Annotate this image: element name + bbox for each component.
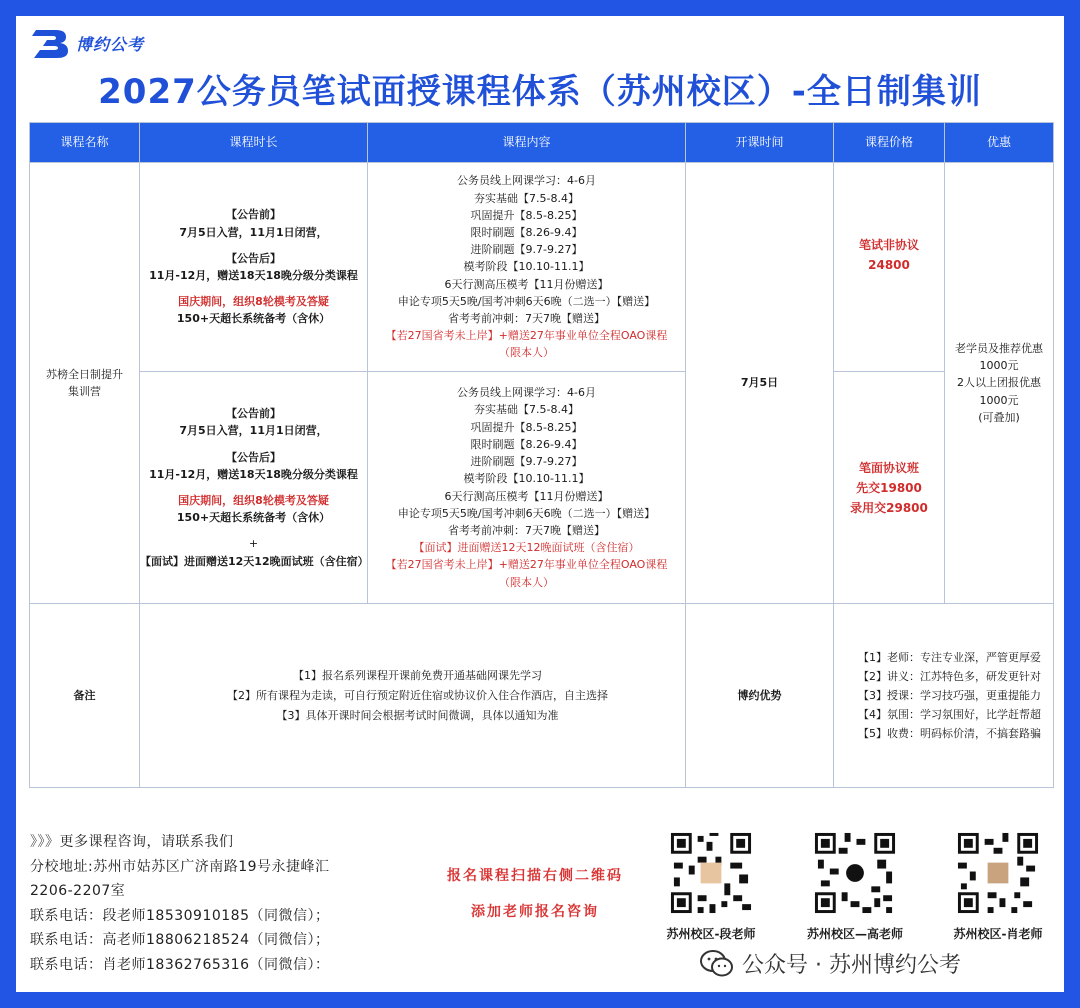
- duration-text: 11月-12月，赠送18天18晚分级分类课程: [149, 467, 358, 481]
- b-logo-icon: [32, 26, 70, 60]
- content-cell: [368, 163, 686, 372]
- content-line: 模考阶段【10.10-11.1】: [463, 472, 590, 486]
- interview-note: 【面试】进面赠送12天12晚面试班（含住宿）: [140, 554, 369, 568]
- address-line: 2206-2207室: [30, 883, 126, 899]
- price-cell: [834, 372, 945, 604]
- qr-code-icon[interactable]: [668, 830, 754, 916]
- discount-line: 2人以上团报优惠: [957, 376, 1041, 390]
- content-line: 申论专项5天5晚/国考冲刺6天6晚（二选一）【赠送】: [397, 506, 656, 520]
- duration-text: 7月5日入营，11月1日闭营，: [179, 225, 328, 239]
- watermark: [700, 948, 961, 979]
- content-line: 公务员线上网课学习：4-6月: [457, 174, 596, 188]
- contact-info: [30, 830, 330, 977]
- content-line: 夯实基础【7.5-8.4】: [474, 403, 579, 417]
- qr-code-icon[interactable]: [812, 830, 898, 916]
- page-title: 2027公务员笔试面授课程体系（苏州校区）-全日制集训: [98, 72, 982, 112]
- duration-total: 150+天超长系统备考（含休）: [176, 312, 331, 326]
- column-header: 课程名称: [30, 123, 140, 163]
- content-line: 公务员线上网课学习：4-6月: [457, 386, 596, 400]
- plus-sign: +: [248, 537, 259, 551]
- column-header: 课程价格: [834, 123, 945, 163]
- price-value: 录用交29800: [850, 500, 928, 515]
- price-value: 24800: [868, 258, 910, 272]
- table-row: [30, 163, 1054, 372]
- advantage-item: 【3】授课：学习技巧强，更重提能力: [858, 689, 1041, 702]
- content-line: 夯实基础【7.5-8.4】: [474, 191, 579, 205]
- qr-caption: 苏州校区-段老师: [666, 927, 756, 941]
- column-header: 课程内容: [368, 123, 686, 163]
- notes-row: [30, 604, 1054, 788]
- content-line: 6天行测高压模考【11月份赠送】: [444, 277, 609, 291]
- wechat-icon: [700, 950, 734, 978]
- course-name: 苏榜全日制提升集训营: [46, 367, 123, 398]
- course-name-cell: [30, 163, 140, 604]
- column-header: 课程时长: [140, 123, 368, 163]
- duration-cell: [140, 163, 368, 372]
- content-line: 限时刷题【8.26-9.4】: [470, 437, 583, 451]
- content-line-red: 【若27国省考未上岸】+赠送27年事业单位全程OAO课程: [385, 329, 668, 343]
- advantage-label: 博约优势: [737, 688, 782, 702]
- note-item: 【1】报名系列课程开课前免费开通基础网课先学习: [293, 668, 542, 682]
- duration-text: 7月5日入营，11月1日闭营，: [179, 424, 328, 438]
- table-header-row: [30, 123, 1054, 163]
- discount-line: 1000元: [979, 393, 1019, 407]
- duration-label: 【公告前】: [226, 208, 281, 222]
- advantage-item: 【5】收费：明码标价清，不搞套路骗: [858, 727, 1041, 740]
- advantage-item: 【4】氛围：学习氛围好，比学赶帮超: [858, 708, 1041, 721]
- advantage-item: 【1】老师：专注专业深，严管更厚爱: [858, 651, 1041, 664]
- advantage-label-cell: [686, 604, 834, 788]
- price-label: 笔试非协议: [858, 238, 919, 252]
- advantage-item: 【2】讲义：江苏特色多，研发更针对: [858, 670, 1041, 683]
- notes-label-cell: [30, 604, 140, 788]
- qr-block-xiao: [948, 830, 1048, 942]
- content-line-red: （限本人）: [499, 575, 554, 589]
- note-item: 【3】具体开课时间会根据考试时间微调，具体以通知为准: [276, 708, 559, 722]
- address-line: 分校地址:苏州市姑苏区广济南路19号永捷峰汇: [30, 858, 330, 875]
- content-line: 限时刷题【8.26-9.4】: [470, 225, 583, 239]
- notes-cell: [140, 604, 686, 788]
- phone-line: 联系电话：肖老师18362765316（同微信）：: [30, 956, 330, 973]
- table-row: [30, 372, 1054, 604]
- content-line: 模考阶段【10.10-11.1】: [463, 260, 590, 274]
- content-line: 巩固提升【8.5-8.25】: [470, 420, 583, 434]
- logo-text: 博约公考: [76, 34, 145, 54]
- qr-caption: 苏州校区-肖老师: [953, 927, 1043, 941]
- content-line: 巩固提升【8.5-8.25】: [470, 208, 583, 222]
- content-line-red: 【若27国省考未上岸】+赠送27年事业单位全程OAO课程: [385, 558, 668, 572]
- content-line: 申论专项5天5晚/国考冲刺6天6晚（二选一）【赠送】: [397, 294, 656, 308]
- holiday-note: 国庆期间，组织8轮模考及答疑: [178, 295, 329, 309]
- discount-line: 1000元: [979, 359, 1019, 373]
- price-label: 笔面协议班: [858, 460, 919, 475]
- discount-line: 老学员及推荐优惠: [955, 341, 1043, 355]
- column-header: 开课时间: [686, 123, 834, 163]
- watermark-text: 公众号 · 苏州博约公考: [742, 953, 961, 978]
- course-table: [29, 122, 1054, 788]
- start-date: 7月5日: [740, 376, 779, 390]
- duration-text: 11月-12月，赠送18天18晚分级分类课程: [149, 269, 358, 282]
- content-line-red: （限本人）: [499, 346, 554, 360]
- qr-caption: 苏州校区—高老师: [806, 927, 903, 941]
- duration-label: 【公告后】: [226, 450, 281, 464]
- duration-cell: [140, 372, 368, 604]
- note-item: 【2】所有课程为走读，可自行预定附近住宿或协议价入住合作酒店，自主选择: [227, 688, 608, 702]
- price-value: 先交19800: [856, 480, 922, 495]
- column-header: 优惠: [945, 123, 1054, 163]
- brand-logo: [32, 26, 144, 60]
- discount-line: (可叠加): [978, 410, 1020, 424]
- cta-line: 添加老师报名咨询: [471, 904, 599, 920]
- holiday-note: 国庆期间，组织8轮模考及答疑: [178, 494, 329, 507]
- duration-label: 【公告前】: [226, 407, 281, 421]
- qr-block-duan: [661, 830, 761, 942]
- price-cell: [834, 163, 945, 372]
- qr-code-icon[interactable]: [955, 830, 1041, 916]
- content-cell: [368, 372, 686, 604]
- signup-cta: [420, 858, 650, 930]
- content-line: 进阶刷题【9.7-9.27】: [470, 455, 583, 469]
- contact-intro: 》》》更多课程咨询，请联系我们: [30, 834, 234, 850]
- notes-label: 备注: [73, 688, 96, 702]
- phone-line: 联系电话：段老师18530910185（同微信）；: [30, 907, 330, 924]
- content-line: 省考考前冲刺：7天7晚【赠送】: [448, 523, 605, 537]
- content-line: 6天行测高压模考【11月份赠送】: [444, 489, 609, 503]
- discount-cell: [945, 163, 1054, 604]
- qr-block-gao: [805, 830, 905, 942]
- duration-label: 【公告后】: [226, 251, 281, 265]
- content-line: 进阶刷题【9.7-9.27】: [470, 243, 583, 257]
- content-line-red: 【面试】进面赠送12天12晚面试班（含住宿）: [413, 541, 640, 555]
- phone-line: 联系电话：高老师18806218524（同微信）；: [30, 932, 330, 948]
- cta-line: 报名课程扫描右侧二维码: [447, 868, 623, 884]
- start-date-cell: [686, 163, 834, 604]
- advantage-cell: [834, 604, 1054, 788]
- duration-total: 150+天超长系统备考（含休）: [176, 511, 331, 525]
- content-line: 省考考前冲刺：7天7晚【赠送】: [448, 312, 605, 325]
